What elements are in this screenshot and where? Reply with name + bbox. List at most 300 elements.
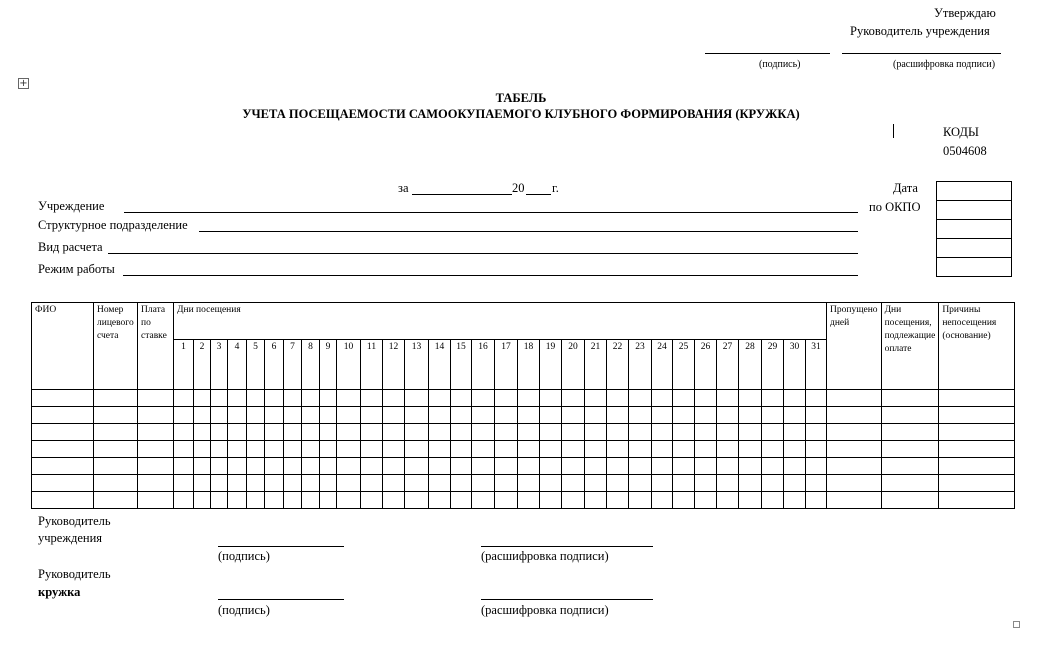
table-cell[interactable] bbox=[585, 424, 607, 441]
table-cell[interactable] bbox=[806, 492, 827, 509]
club-decoding-line[interactable] bbox=[481, 599, 653, 600]
table-cell[interactable] bbox=[228, 407, 247, 424]
table-cell[interactable] bbox=[695, 458, 717, 475]
table-cell[interactable] bbox=[762, 441, 784, 458]
table-cell[interactable] bbox=[806, 458, 827, 475]
table-cell[interactable] bbox=[337, 390, 361, 407]
table-cell[interactable] bbox=[540, 492, 562, 509]
head-decoding-line[interactable] bbox=[481, 546, 653, 547]
table-cell[interactable] bbox=[472, 458, 495, 475]
table-cell[interactable] bbox=[302, 407, 320, 424]
day-header-30: 30 bbox=[784, 340, 806, 390]
table-cell[interactable] bbox=[228, 424, 247, 441]
table-cell[interactable] bbox=[211, 407, 228, 424]
table-cell[interactable] bbox=[585, 407, 607, 424]
table-cell[interactable] bbox=[429, 458, 451, 475]
club-signature-caption: (подпись) bbox=[218, 603, 270, 617]
table-cell[interactable] bbox=[652, 458, 673, 475]
table-cell[interactable] bbox=[827, 424, 882, 441]
table-cell[interactable] bbox=[518, 407, 540, 424]
table-cell[interactable] bbox=[247, 424, 265, 441]
table-row bbox=[32, 475, 1015, 492]
table-cell[interactable] bbox=[472, 407, 495, 424]
table-cell[interactable] bbox=[939, 475, 1015, 492]
table-cell[interactable] bbox=[211, 424, 228, 441]
table-cell[interactable] bbox=[562, 458, 585, 475]
table-cell[interactable] bbox=[881, 458, 939, 475]
table-cell[interactable] bbox=[429, 390, 451, 407]
table-cell[interactable] bbox=[194, 441, 211, 458]
table-cell[interactable] bbox=[495, 424, 518, 441]
table-cell[interactable] bbox=[451, 441, 472, 458]
table-cell[interactable] bbox=[32, 407, 94, 424]
table-cell[interactable] bbox=[472, 492, 495, 509]
table-cell[interactable] bbox=[717, 407, 739, 424]
table-cell[interactable] bbox=[284, 424, 302, 441]
table-cell[interactable] bbox=[174, 475, 194, 492]
table-cell[interactable] bbox=[361, 458, 383, 475]
table-cell[interactable] bbox=[337, 458, 361, 475]
table-cell[interactable] bbox=[629, 441, 652, 458]
table-cell[interactable] bbox=[562, 407, 585, 424]
table-cell[interactable] bbox=[562, 492, 585, 509]
table-cell[interactable] bbox=[383, 475, 405, 492]
table-cell[interactable] bbox=[518, 492, 540, 509]
day-header-24: 24 bbox=[652, 340, 673, 390]
day-header-20: 20 bbox=[562, 340, 585, 390]
table-cell[interactable] bbox=[881, 475, 939, 492]
table-cell[interactable] bbox=[495, 390, 518, 407]
table-cell[interactable] bbox=[320, 458, 337, 475]
table-cell[interactable] bbox=[429, 441, 451, 458]
table-cell[interactable] bbox=[32, 492, 94, 509]
table-cell[interactable] bbox=[320, 441, 337, 458]
table-cell[interactable] bbox=[607, 424, 629, 441]
table-cell[interactable] bbox=[881, 390, 939, 407]
table-cell[interactable] bbox=[451, 407, 472, 424]
table-cell[interactable] bbox=[806, 424, 827, 441]
table-cell[interactable] bbox=[784, 407, 806, 424]
table-cell[interactable] bbox=[695, 407, 717, 424]
table-cell[interactable] bbox=[194, 458, 211, 475]
table-cell[interactable] bbox=[94, 441, 138, 458]
table-cell[interactable] bbox=[739, 407, 762, 424]
table-cell[interactable] bbox=[361, 424, 383, 441]
table-cell[interactable] bbox=[585, 492, 607, 509]
table-cell[interactable] bbox=[518, 441, 540, 458]
table-cell[interactable] bbox=[673, 492, 695, 509]
table-cell[interactable] bbox=[939, 424, 1015, 441]
table-cell[interactable] bbox=[451, 492, 472, 509]
table-cell[interactable] bbox=[361, 441, 383, 458]
table-cell[interactable] bbox=[629, 458, 652, 475]
table-cell[interactable] bbox=[32, 475, 94, 492]
table-cell[interactable] bbox=[302, 390, 320, 407]
table-cell[interactable] bbox=[827, 492, 882, 509]
table-cell[interactable] bbox=[806, 475, 827, 492]
table-cell[interactable] bbox=[607, 407, 629, 424]
table-cell[interactable] bbox=[585, 390, 607, 407]
table-cell[interactable] bbox=[138, 390, 174, 407]
table-cell[interactable] bbox=[302, 441, 320, 458]
table-cell[interactable] bbox=[247, 475, 265, 492]
table-cell[interactable] bbox=[495, 407, 518, 424]
table-cell[interactable] bbox=[337, 492, 361, 509]
document-title: ТАБЕЛЬ bbox=[495, 91, 547, 105]
table-cell[interactable] bbox=[562, 441, 585, 458]
table-cell[interactable] bbox=[284, 441, 302, 458]
table-cell[interactable] bbox=[138, 475, 174, 492]
table-cell[interactable] bbox=[652, 424, 673, 441]
club-sign-label-1: Руководитель bbox=[38, 567, 111, 581]
table-cell[interactable] bbox=[429, 492, 451, 509]
table-cell[interactable] bbox=[265, 424, 284, 441]
table-cell[interactable] bbox=[302, 458, 320, 475]
table-cell[interactable] bbox=[695, 424, 717, 441]
table-cell[interactable] bbox=[284, 492, 302, 509]
club-decoding-caption: (расшифровка подписи) bbox=[481, 603, 609, 617]
table-cell[interactable] bbox=[383, 441, 405, 458]
table-cell[interactable] bbox=[495, 492, 518, 509]
table-cell[interactable] bbox=[562, 390, 585, 407]
table-cell[interactable] bbox=[265, 441, 284, 458]
table-cell[interactable] bbox=[337, 424, 361, 441]
table-cell[interactable] bbox=[302, 424, 320, 441]
table-cell[interactable] bbox=[652, 492, 673, 509]
head-signature-line[interactable] bbox=[218, 546, 344, 547]
table-cell[interactable] bbox=[174, 441, 194, 458]
table-cell[interactable] bbox=[94, 424, 138, 441]
table-cell[interactable] bbox=[211, 492, 228, 509]
table-cell[interactable] bbox=[939, 390, 1015, 407]
table-cell[interactable] bbox=[194, 390, 211, 407]
table-cell[interactable] bbox=[138, 407, 174, 424]
day-header-26: 26 bbox=[695, 340, 717, 390]
table-cell[interactable] bbox=[320, 492, 337, 509]
table-cell[interactable] bbox=[247, 441, 265, 458]
table-cell[interactable] bbox=[284, 407, 302, 424]
table-cell[interactable] bbox=[451, 475, 472, 492]
table-cell[interactable] bbox=[361, 407, 383, 424]
table-cell[interactable] bbox=[540, 458, 562, 475]
day-header-6: 6 bbox=[265, 340, 284, 390]
table-cell[interactable] bbox=[174, 492, 194, 509]
table-cell[interactable] bbox=[138, 492, 174, 509]
code-cell-date[interactable] bbox=[937, 201, 1012, 220]
table-cell[interactable] bbox=[451, 458, 472, 475]
club-signature-line[interactable] bbox=[218, 599, 344, 600]
table-cell[interactable] bbox=[629, 390, 652, 407]
table-cell[interactable] bbox=[405, 441, 429, 458]
table-cell[interactable] bbox=[585, 458, 607, 475]
table-cell[interactable] bbox=[405, 475, 429, 492]
table-cell[interactable] bbox=[228, 492, 247, 509]
table-cell[interactable] bbox=[695, 475, 717, 492]
table-cell[interactable] bbox=[585, 475, 607, 492]
table-cell[interactable] bbox=[827, 475, 882, 492]
table-cell[interactable] bbox=[652, 475, 673, 492]
code-cell-form[interactable] bbox=[937, 182, 1012, 201]
table-cell[interactable] bbox=[451, 390, 472, 407]
table-cell[interactable] bbox=[405, 390, 429, 407]
table-cell[interactable] bbox=[717, 441, 739, 458]
table-cell[interactable] bbox=[194, 492, 211, 509]
table-cell[interactable] bbox=[383, 390, 405, 407]
table-cell[interactable] bbox=[320, 424, 337, 441]
table-cell[interactable] bbox=[629, 407, 652, 424]
table-cell[interactable] bbox=[629, 424, 652, 441]
table-cell[interactable] bbox=[540, 441, 562, 458]
day-header-11: 11 bbox=[361, 340, 383, 390]
table-cell[interactable] bbox=[762, 458, 784, 475]
table-cell[interactable] bbox=[540, 390, 562, 407]
table-cell[interactable] bbox=[784, 492, 806, 509]
table-cell[interactable] bbox=[138, 441, 174, 458]
table-cell[interactable] bbox=[265, 475, 284, 492]
table-cell[interactable] bbox=[194, 475, 211, 492]
day-header-29: 29 bbox=[762, 340, 784, 390]
table-cell[interactable] bbox=[827, 407, 882, 424]
table-cell[interactable] bbox=[607, 475, 629, 492]
table-cell[interactable] bbox=[806, 407, 827, 424]
table-cell[interactable] bbox=[540, 407, 562, 424]
table-cell[interactable] bbox=[211, 441, 228, 458]
table-cell[interactable] bbox=[247, 390, 265, 407]
table-cell[interactable] bbox=[518, 424, 540, 441]
table-cell[interactable] bbox=[451, 424, 472, 441]
table-cell[interactable] bbox=[739, 424, 762, 441]
day-header-1: 1 bbox=[174, 340, 194, 390]
table-cell[interactable] bbox=[472, 424, 495, 441]
table-cell[interactable] bbox=[784, 458, 806, 475]
table-cell[interactable] bbox=[607, 458, 629, 475]
table-cell[interactable] bbox=[673, 458, 695, 475]
table-cell[interactable] bbox=[174, 424, 194, 441]
table-cell[interactable] bbox=[540, 475, 562, 492]
table-cell[interactable] bbox=[174, 390, 194, 407]
table-cell[interactable] bbox=[32, 390, 94, 407]
table-cell[interactable] bbox=[695, 441, 717, 458]
table-cell[interactable] bbox=[361, 475, 383, 492]
table-cell[interactable] bbox=[247, 458, 265, 475]
table-cell[interactable] bbox=[228, 441, 247, 458]
table-cell[interactable] bbox=[806, 390, 827, 407]
table-cell[interactable] bbox=[383, 492, 405, 509]
table-cell[interactable] bbox=[495, 458, 518, 475]
table-cell[interactable] bbox=[827, 390, 882, 407]
table-cell[interactable] bbox=[429, 475, 451, 492]
table-cell[interactable] bbox=[320, 390, 337, 407]
codes-divider bbox=[893, 124, 894, 138]
table-cell[interactable] bbox=[383, 458, 405, 475]
table-cell[interactable] bbox=[429, 407, 451, 424]
table-cell[interactable] bbox=[881, 441, 939, 458]
division-field[interactable] bbox=[199, 231, 858, 232]
table-cell[interactable] bbox=[518, 390, 540, 407]
code-cell-5[interactable] bbox=[937, 258, 1012, 277]
table-cell[interactable] bbox=[881, 407, 939, 424]
day-header-23: 23 bbox=[629, 340, 652, 390]
table-cell[interactable] bbox=[194, 424, 211, 441]
table-cell[interactable] bbox=[383, 407, 405, 424]
table-cell[interactable] bbox=[739, 390, 762, 407]
table-cell[interactable] bbox=[762, 407, 784, 424]
table-cell[interactable] bbox=[717, 424, 739, 441]
table-cell[interactable] bbox=[652, 390, 673, 407]
table-cell[interactable] bbox=[939, 407, 1015, 424]
table-cell[interactable] bbox=[739, 475, 762, 492]
table-cell[interactable] bbox=[174, 458, 194, 475]
table-cell[interactable] bbox=[405, 407, 429, 424]
calc-type-field[interactable] bbox=[108, 253, 858, 254]
table-cell[interactable] bbox=[472, 441, 495, 458]
table-cell[interactable] bbox=[284, 475, 302, 492]
calc-type-label: Вид расчета bbox=[38, 240, 103, 254]
table-cell[interactable] bbox=[472, 475, 495, 492]
code-cell-4[interactable] bbox=[937, 239, 1012, 258]
day-header-16: 16 bbox=[472, 340, 495, 390]
code-cell-okpo[interactable] bbox=[937, 220, 1012, 239]
table-cell[interactable] bbox=[405, 458, 429, 475]
table-cell[interactable] bbox=[211, 475, 228, 492]
table-cell[interactable] bbox=[673, 441, 695, 458]
table-cell[interactable] bbox=[320, 475, 337, 492]
table-cell[interactable] bbox=[405, 424, 429, 441]
day-header-4: 4 bbox=[228, 340, 247, 390]
table-cell[interactable] bbox=[518, 475, 540, 492]
table-cell[interactable] bbox=[827, 458, 882, 475]
table-cell[interactable] bbox=[284, 390, 302, 407]
table-cell[interactable] bbox=[361, 390, 383, 407]
table-cell[interactable] bbox=[717, 492, 739, 509]
table-cell[interactable] bbox=[337, 407, 361, 424]
table-cell[interactable] bbox=[472, 390, 495, 407]
period-year-line[interactable] bbox=[526, 194, 551, 195]
table-cell[interactable] bbox=[939, 492, 1015, 509]
table-cell[interactable] bbox=[495, 475, 518, 492]
table-cell[interactable] bbox=[302, 492, 320, 509]
table-cell[interactable] bbox=[265, 390, 284, 407]
table-cell[interactable] bbox=[739, 441, 762, 458]
day-header-7: 7 bbox=[284, 340, 302, 390]
table-cell[interactable] bbox=[265, 458, 284, 475]
period-date-line[interactable] bbox=[412, 194, 512, 195]
table-cell[interactable] bbox=[361, 492, 383, 509]
table-cell[interactable] bbox=[138, 458, 174, 475]
table-cell[interactable] bbox=[784, 390, 806, 407]
table-cell[interactable] bbox=[652, 441, 673, 458]
table-cell[interactable] bbox=[194, 407, 211, 424]
table-cell[interactable] bbox=[302, 475, 320, 492]
table-cell[interactable] bbox=[784, 441, 806, 458]
table-cell[interactable] bbox=[211, 390, 228, 407]
table-cell[interactable] bbox=[607, 441, 629, 458]
table-cell[interactable] bbox=[138, 424, 174, 441]
table-cell[interactable] bbox=[762, 390, 784, 407]
day-header-31: 31 bbox=[806, 340, 827, 390]
table-cell[interactable] bbox=[94, 475, 138, 492]
table-cell[interactable] bbox=[32, 441, 94, 458]
work-mode-field[interactable] bbox=[123, 275, 858, 276]
table-cell[interactable] bbox=[673, 407, 695, 424]
table-cell[interactable] bbox=[762, 492, 784, 509]
table-cell[interactable] bbox=[94, 407, 138, 424]
table-cell[interactable] bbox=[94, 492, 138, 509]
document-subtitle: УЧЕТА ПОСЕЩАЕМОСТИ САМООКУПАЕМОГО КЛУБНОГО ФОРМИРОВАНИЯ (КРУЖКА) bbox=[242, 107, 800, 121]
table-cell[interactable] bbox=[337, 441, 361, 458]
table-cell[interactable] bbox=[405, 492, 429, 509]
institution-field[interactable] bbox=[124, 212, 858, 213]
date-label: Дата bbox=[893, 181, 918, 195]
table-cell[interactable] bbox=[629, 492, 652, 509]
table-move-handle-icon[interactable]: + bbox=[19, 78, 28, 89]
table-cell[interactable] bbox=[739, 458, 762, 475]
table-row bbox=[32, 390, 1015, 407]
table-cell[interactable] bbox=[211, 458, 228, 475]
table-cell[interactable] bbox=[585, 441, 607, 458]
table-cell[interactable] bbox=[881, 492, 939, 509]
day-header-27: 27 bbox=[717, 340, 739, 390]
table-cell[interactable] bbox=[247, 492, 265, 509]
table-cell[interactable] bbox=[673, 475, 695, 492]
day-header-19: 19 bbox=[540, 340, 562, 390]
table-cell[interactable] bbox=[695, 492, 717, 509]
table-cell[interactable] bbox=[228, 390, 247, 407]
table-cell[interactable] bbox=[762, 475, 784, 492]
table-cell[interactable] bbox=[94, 390, 138, 407]
table-cell[interactable] bbox=[94, 458, 138, 475]
table-cell[interactable] bbox=[562, 424, 585, 441]
table-cell[interactable] bbox=[337, 475, 361, 492]
table-cell[interactable] bbox=[518, 458, 540, 475]
table-cell[interactable] bbox=[265, 492, 284, 509]
table-cell[interactable] bbox=[540, 424, 562, 441]
table-cell[interactable] bbox=[881, 424, 939, 441]
table-cell[interactable] bbox=[174, 407, 194, 424]
table-cell[interactable] bbox=[228, 475, 247, 492]
table-cell[interactable] bbox=[717, 458, 739, 475]
table-cell[interactable] bbox=[228, 458, 247, 475]
table-cell[interactable] bbox=[383, 424, 405, 441]
table-cell[interactable] bbox=[265, 407, 284, 424]
table-cell[interactable] bbox=[32, 424, 94, 441]
table-cell[interactable] bbox=[247, 407, 265, 424]
table-cell[interactable] bbox=[695, 390, 717, 407]
table-cell[interactable] bbox=[739, 492, 762, 509]
table-cell[interactable] bbox=[562, 475, 585, 492]
table-cell[interactable] bbox=[806, 441, 827, 458]
table-cell[interactable] bbox=[32, 458, 94, 475]
table-cell[interactable] bbox=[284, 458, 302, 475]
table-cell[interactable] bbox=[629, 475, 652, 492]
table-cell[interactable] bbox=[717, 390, 739, 407]
table-cell[interactable] bbox=[607, 492, 629, 509]
table-cell[interactable] bbox=[939, 441, 1015, 458]
table-cell[interactable] bbox=[607, 390, 629, 407]
table-cell[interactable] bbox=[827, 441, 882, 458]
table-cell[interactable] bbox=[784, 424, 806, 441]
table-cell[interactable] bbox=[673, 390, 695, 407]
table-cell[interactable] bbox=[495, 441, 518, 458]
table-cell[interactable] bbox=[939, 458, 1015, 475]
table-cell[interactable] bbox=[429, 424, 451, 441]
table-cell[interactable] bbox=[717, 475, 739, 492]
table-cell[interactable] bbox=[784, 475, 806, 492]
table-cell[interactable] bbox=[652, 407, 673, 424]
table-cell[interactable] bbox=[673, 424, 695, 441]
table-cell[interactable] bbox=[762, 424, 784, 441]
table-cell[interactable] bbox=[320, 407, 337, 424]
